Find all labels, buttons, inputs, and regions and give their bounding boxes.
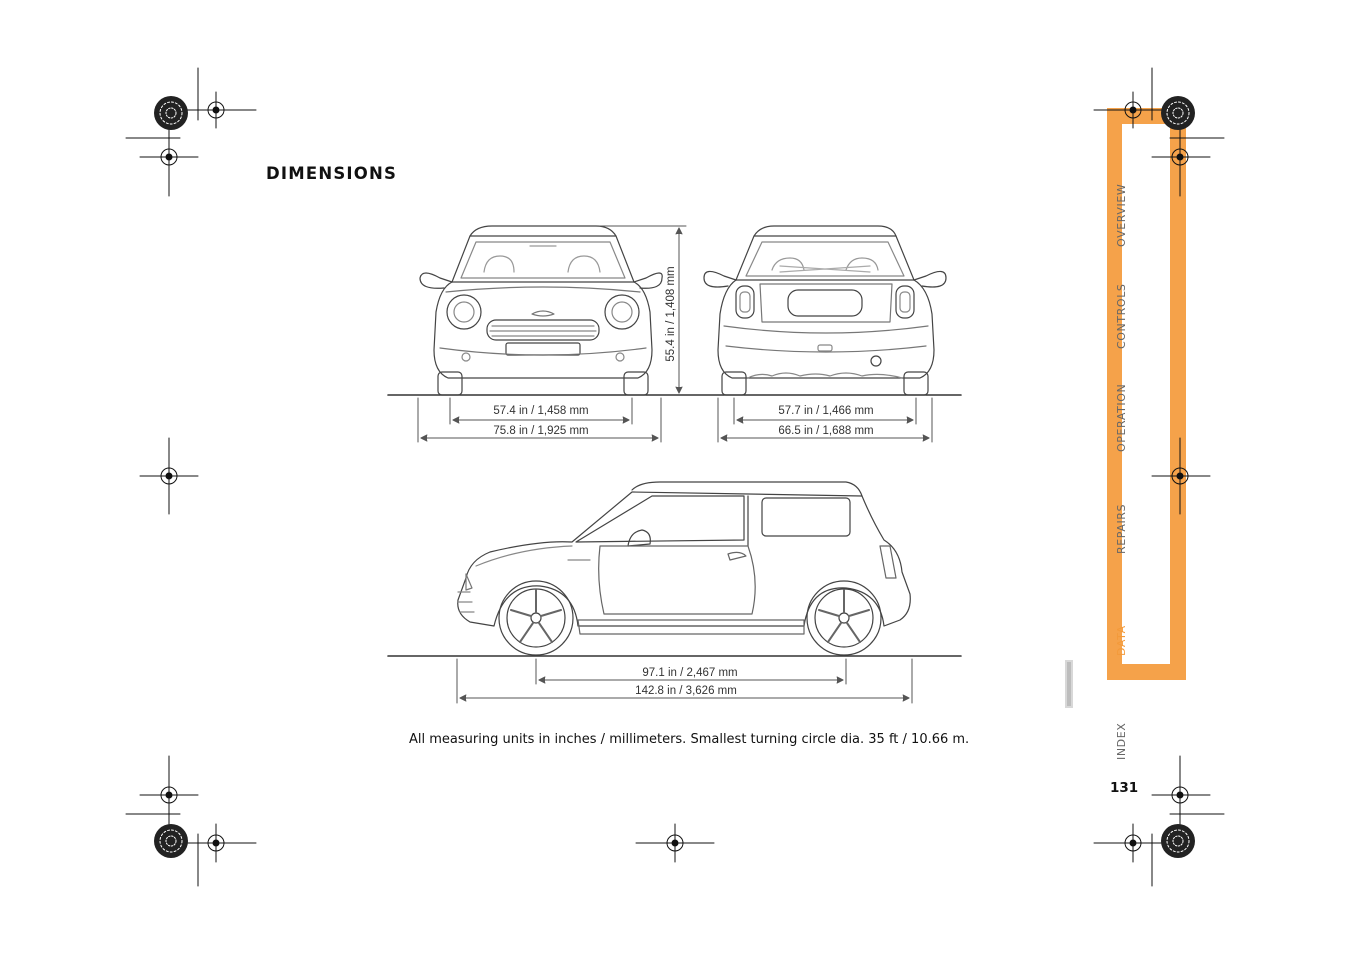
car-side-view xyxy=(458,482,911,634)
page-number: 131 xyxy=(1110,780,1139,796)
caption-text: All measuring units in inches / millimeters. Smallest turning circle dia. 35 ft / 10.66 m. xyxy=(409,732,970,747)
car-rear-view xyxy=(704,226,946,395)
tab-label: OVERVIEW xyxy=(1115,183,1128,247)
rear-track-label: 57.7 in / 1,466 mm xyxy=(778,405,874,417)
side-front-wheel xyxy=(499,581,573,655)
front-track-label: 57.4 in / 1,458 mm xyxy=(493,405,589,417)
tab-label: CONTROLS xyxy=(1115,283,1128,349)
length-label: 142.8 in / 3,626 mm xyxy=(635,685,737,697)
wheelbase-label: 97.1 in / 2,467 mm xyxy=(642,667,738,679)
tab-label: OPERATION xyxy=(1115,383,1128,452)
front-height-label: 55.4 in / 1,408 mm xyxy=(665,266,677,362)
rear-width-label: 66.5 in / 1,688 mm xyxy=(778,425,874,437)
front-width-label: 75.8 in / 1,925 mm xyxy=(493,425,589,437)
car-front-view xyxy=(420,226,662,395)
tab-label: DATA xyxy=(1115,625,1128,656)
tab-label: REPAIRS xyxy=(1115,503,1128,554)
registration-marks xyxy=(126,68,1224,886)
side-rear-wheel xyxy=(807,581,881,655)
tab-label: INDEX xyxy=(1115,722,1128,760)
page-title: DIMENSIONS xyxy=(266,164,398,183)
